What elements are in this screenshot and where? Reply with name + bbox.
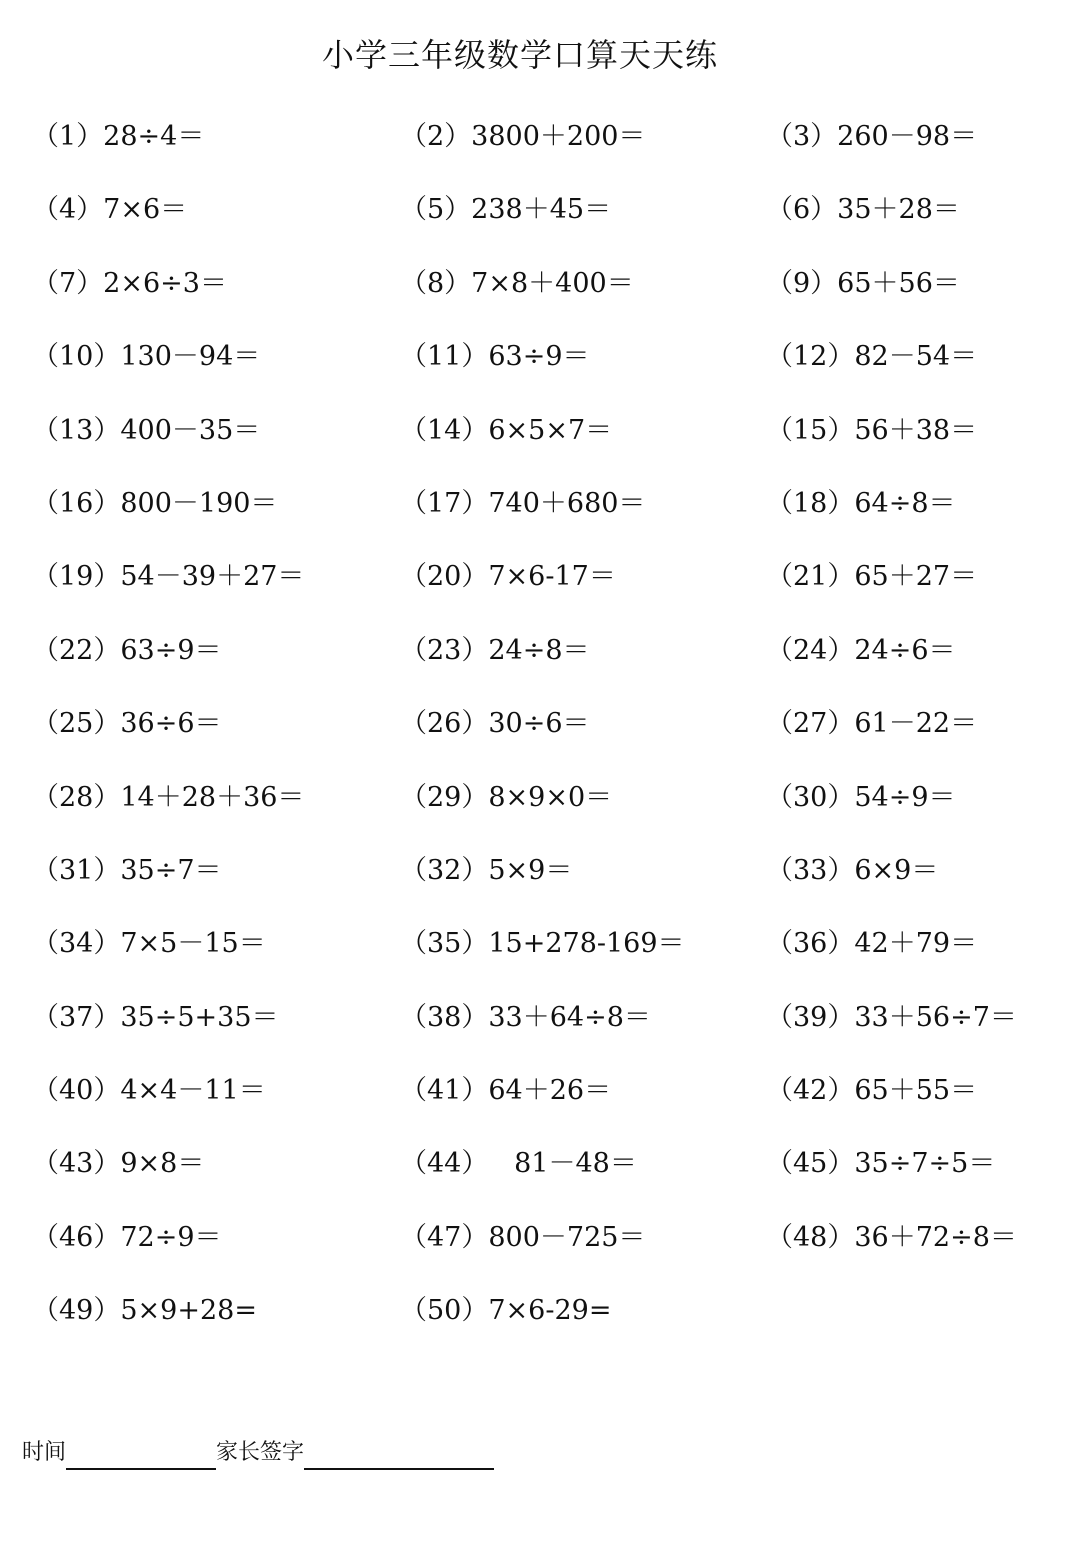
problem-item: （13）400－35＝ — [32, 414, 261, 446]
problem-item: （7）2×6÷3＝ — [32, 267, 227, 299]
problem-item: （6）35＋28＝ — [766, 194, 960, 226]
problem-item: （1）28÷4＝ — [32, 121, 205, 152]
problem-item: （11）63÷9＝ — [400, 341, 590, 373]
problem-item: （22）63÷9＝ — [32, 634, 222, 666]
problem-item: （17）740＋680＝ — [400, 487, 646, 519]
problem-item: （3）260－98＝ — [766, 121, 978, 152]
problem-item: （38）33＋64÷8＝ — [400, 1001, 651, 1033]
problem-row — [0, 775, 1080, 848]
problem-row — [0, 187, 1080, 260]
page-title: 小学三年级数学口算天天练 — [321, 36, 718, 74]
problem-row — [0, 1141, 1080, 1214]
problem-item: （36）42＋79＝ — [766, 928, 978, 960]
problem-item: （37）35÷5+35＝ — [32, 1001, 279, 1033]
problem-item: （31）35÷7＝ — [32, 854, 222, 886]
problem-item: （43）9×8＝ — [32, 1148, 205, 1180]
problem-item: （2）3800＋200＝ — [400, 121, 646, 152]
problem-item: （41）64＋26＝ — [400, 1075, 612, 1107]
problem-row — [0, 1215, 1080, 1288]
problem-grid — [0, 114, 1080, 1362]
problem-item: （21）65＋27＝ — [766, 561, 978, 593]
problem-item: （20）7×6-17＝ — [400, 561, 616, 593]
problem-item: （39）33＋56÷7＝ — [766, 1001, 1017, 1033]
problem-item: （18）64÷8＝ — [766, 487, 956, 519]
problem-item: （48）36＋72÷8＝ — [766, 1221, 1017, 1253]
problem-row — [0, 408, 1080, 481]
problem-item: （44） 81－48＝ — [400, 1148, 637, 1180]
problem-item: （8）7×8＋400＝ — [400, 267, 634, 299]
time-label: 时间 — [22, 1440, 67, 1465]
problem-item: （25）36÷6＝ — [32, 708, 222, 740]
problem-row — [0, 481, 1080, 554]
problem-row — [0, 701, 1080, 774]
problem-row — [0, 628, 1080, 701]
problem-item: （28）14＋28＋36＝ — [32, 781, 305, 813]
problem-row — [0, 261, 1080, 334]
problem-item: （47）800－725＝ — [400, 1221, 646, 1253]
problem-row — [0, 1068, 1080, 1141]
time-blank-line — [66, 1438, 216, 1470]
problem-item: （42）65＋55＝ — [766, 1075, 978, 1107]
problem-row — [0, 1288, 1080, 1361]
problem-item: （29）8×9×0＝ — [400, 781, 613, 813]
problem-row — [0, 554, 1080, 627]
footer — [22, 1436, 494, 1470]
problem-item: （26）30÷6＝ — [400, 708, 590, 740]
parent-sign-blank-line — [304, 1438, 494, 1470]
problem-item: （23）24÷8＝ — [400, 634, 590, 666]
problem-item: （49）5×9+28= — [32, 1295, 257, 1327]
problem-row — [0, 334, 1080, 407]
problem-item: （16）800－190＝ — [32, 487, 278, 519]
problem-item: （35）15+278-169＝ — [400, 928, 685, 960]
problem-row — [0, 114, 1080, 187]
problem-item: （14）6×5×7＝ — [400, 414, 613, 446]
problem-item: （34）7×5－15＝ — [32, 928, 266, 960]
problem-item: （40）4×4－11＝ — [32, 1075, 266, 1107]
problem-item: （30）54÷9＝ — [766, 781, 956, 813]
problem-row — [0, 848, 1080, 921]
problem-item: （5）238＋45＝ — [400, 194, 612, 226]
problem-item: （4）7×6＝ — [32, 194, 188, 226]
parent-sign-label: 家长签字 — [216, 1440, 305, 1465]
problem-item: （24）24÷6＝ — [766, 634, 956, 666]
problem-item: （19）54－39＋27＝ — [32, 561, 305, 593]
problem-item: （46）72÷9＝ — [32, 1221, 222, 1253]
problem-item: （9）65＋56＝ — [766, 267, 960, 299]
problem-item: （27）61－22＝ — [766, 708, 978, 740]
problem-item: （33）6×9＝ — [766, 854, 939, 886]
problem-item: （32）5×9＝ — [400, 854, 573, 886]
problem-item: （50）7×6-29= — [400, 1295, 612, 1327]
problem-row — [0, 995, 1080, 1068]
problem-item: （45）35÷7÷5＝ — [766, 1148, 996, 1180]
problem-item: （15）56＋38＝ — [766, 414, 978, 446]
problem-item: （12）82－54＝ — [766, 341, 978, 373]
problem-item: （10）130－94＝ — [32, 341, 261, 373]
problem-row — [0, 921, 1080, 994]
